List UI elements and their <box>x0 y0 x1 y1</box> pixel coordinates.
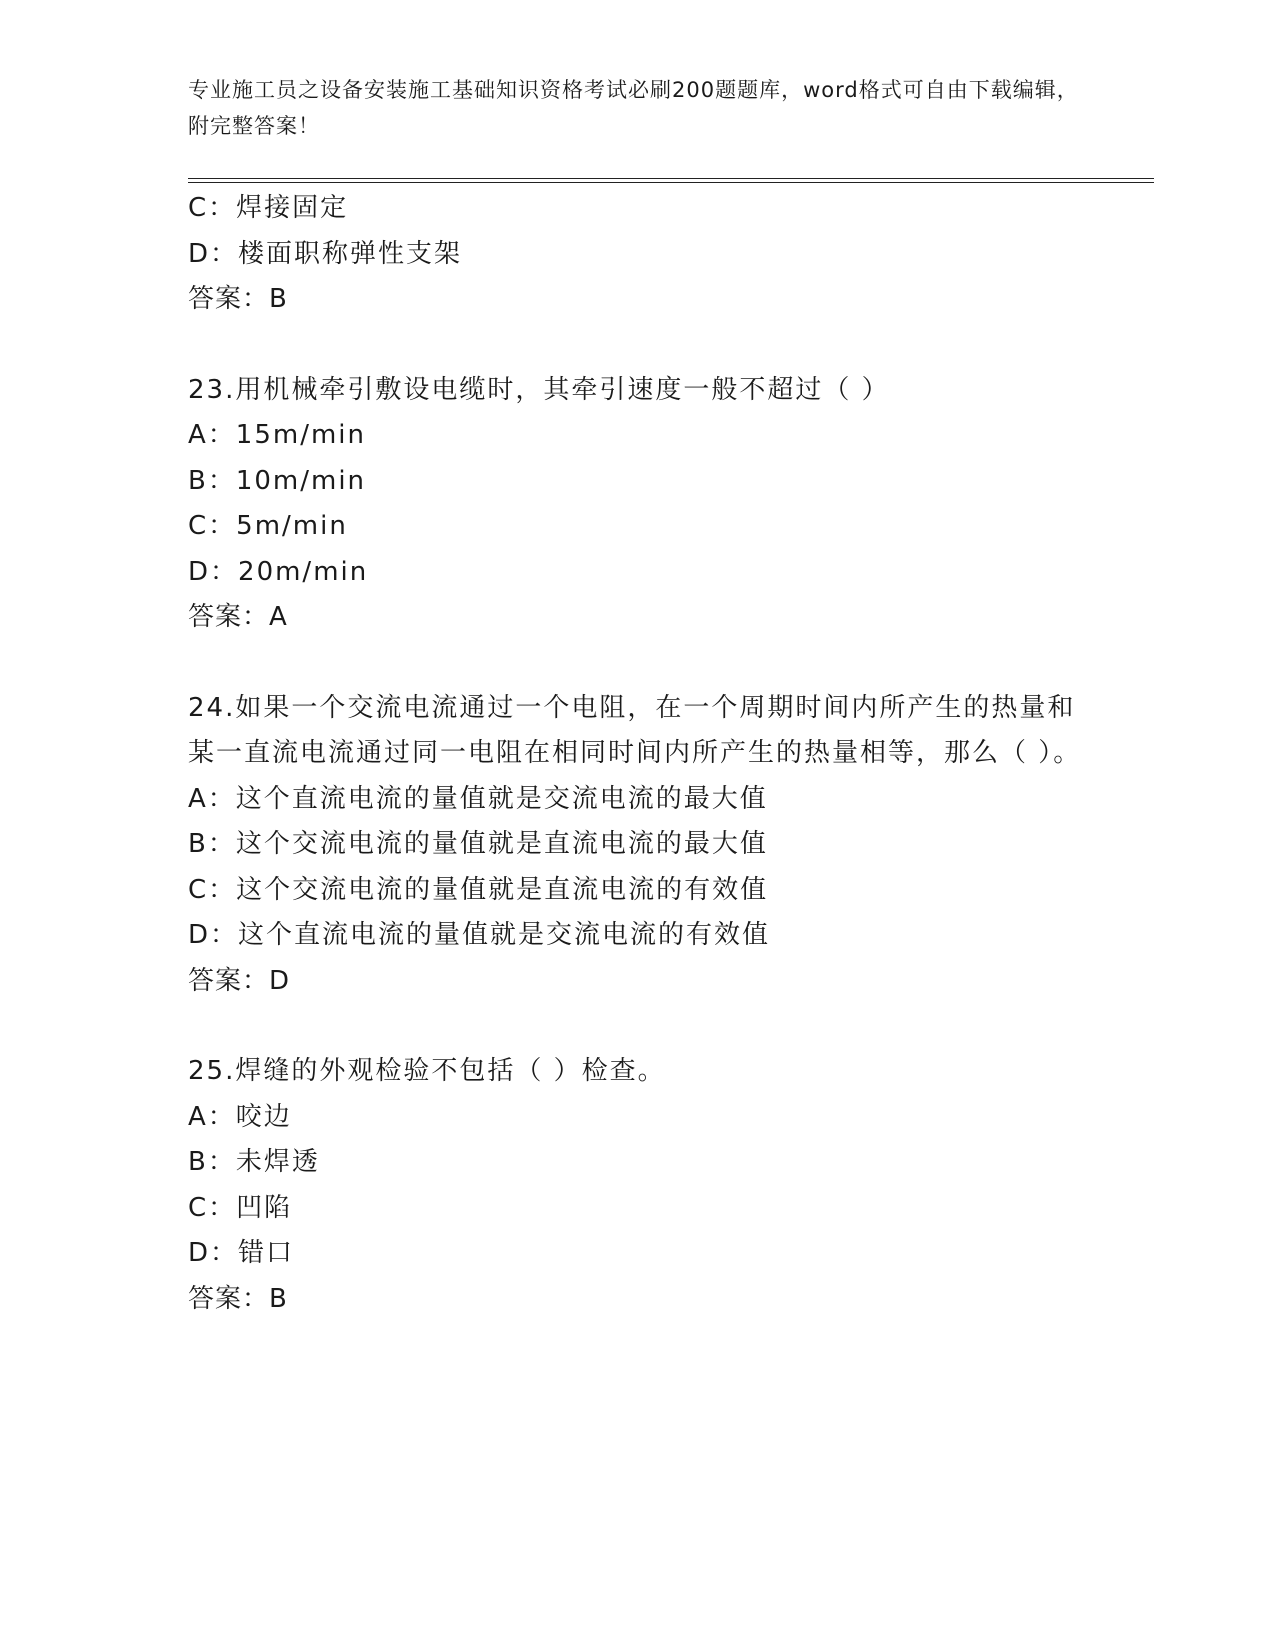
header-divider <box>188 178 1154 183</box>
option-d: D：楼面职称弹性支架 <box>188 238 463 269</box>
answer-label: 答案：A <box>188 602 288 632</box>
option-c: C：这个交流电流的量值就是直流电流的有效值 <box>188 874 769 905</box>
question-block-22 <box>188 186 1088 323</box>
option-b: B：10m/min <box>188 465 367 496</box>
option-b: B：这个交流电流的量值就是直流电流的最大值 <box>188 829 768 859</box>
answer-label: 答案：B <box>188 284 288 314</box>
option-c: C：凹陷 <box>188 1192 293 1223</box>
spacer <box>188 641 1088 686</box>
option-c: C：5m/min <box>188 511 348 541</box>
option-b: B：未焊透 <box>188 1147 320 1177</box>
question-stem: 24.如果一个交流电流通过一个电阻，在一个周期时间内所产生的热量和某一直流电流通过同一电阻在相同时间内所产生的热量相等，那么（ ）。 <box>188 692 1082 768</box>
option-d: D：错口 <box>188 1238 295 1268</box>
option-a: A：这个直流电流的量值就是交流电流的最大值 <box>188 783 768 814</box>
page-header <box>188 72 1088 144</box>
question-stem: 23.用机械牵引敷设电缆时，其牵引速度一般不超过（ ） <box>188 374 890 405</box>
option-a: A：15m/min <box>188 420 366 450</box>
spacer <box>188 323 1088 368</box>
question-block-25 <box>188 1049 1088 1322</box>
answer-label: 答案：D <box>188 965 291 996</box>
question-block-24 <box>188 686 1088 1005</box>
option-d: D：这个直流电流的量值就是交流电流的有效值 <box>188 920 771 950</box>
option-d: D：20m/min <box>188 556 369 587</box>
spacer <box>188 1004 1088 1049</box>
answer-label: 答案：B <box>188 1283 288 1314</box>
question-list <box>188 186 1088 1322</box>
document-title: 专业施工员之设备安装施工基础知识资格考试必刷200题题库，word格式可自由下载编辑，附完整答案！ <box>188 78 1079 138</box>
option-a: A：咬边 <box>188 1101 292 1132</box>
option-c: C：焊接固定 <box>188 193 349 223</box>
question-block-23 <box>188 368 1088 641</box>
question-stem: 25.焊缝的外观检验不包括（ ）检查。 <box>188 1056 666 1086</box>
